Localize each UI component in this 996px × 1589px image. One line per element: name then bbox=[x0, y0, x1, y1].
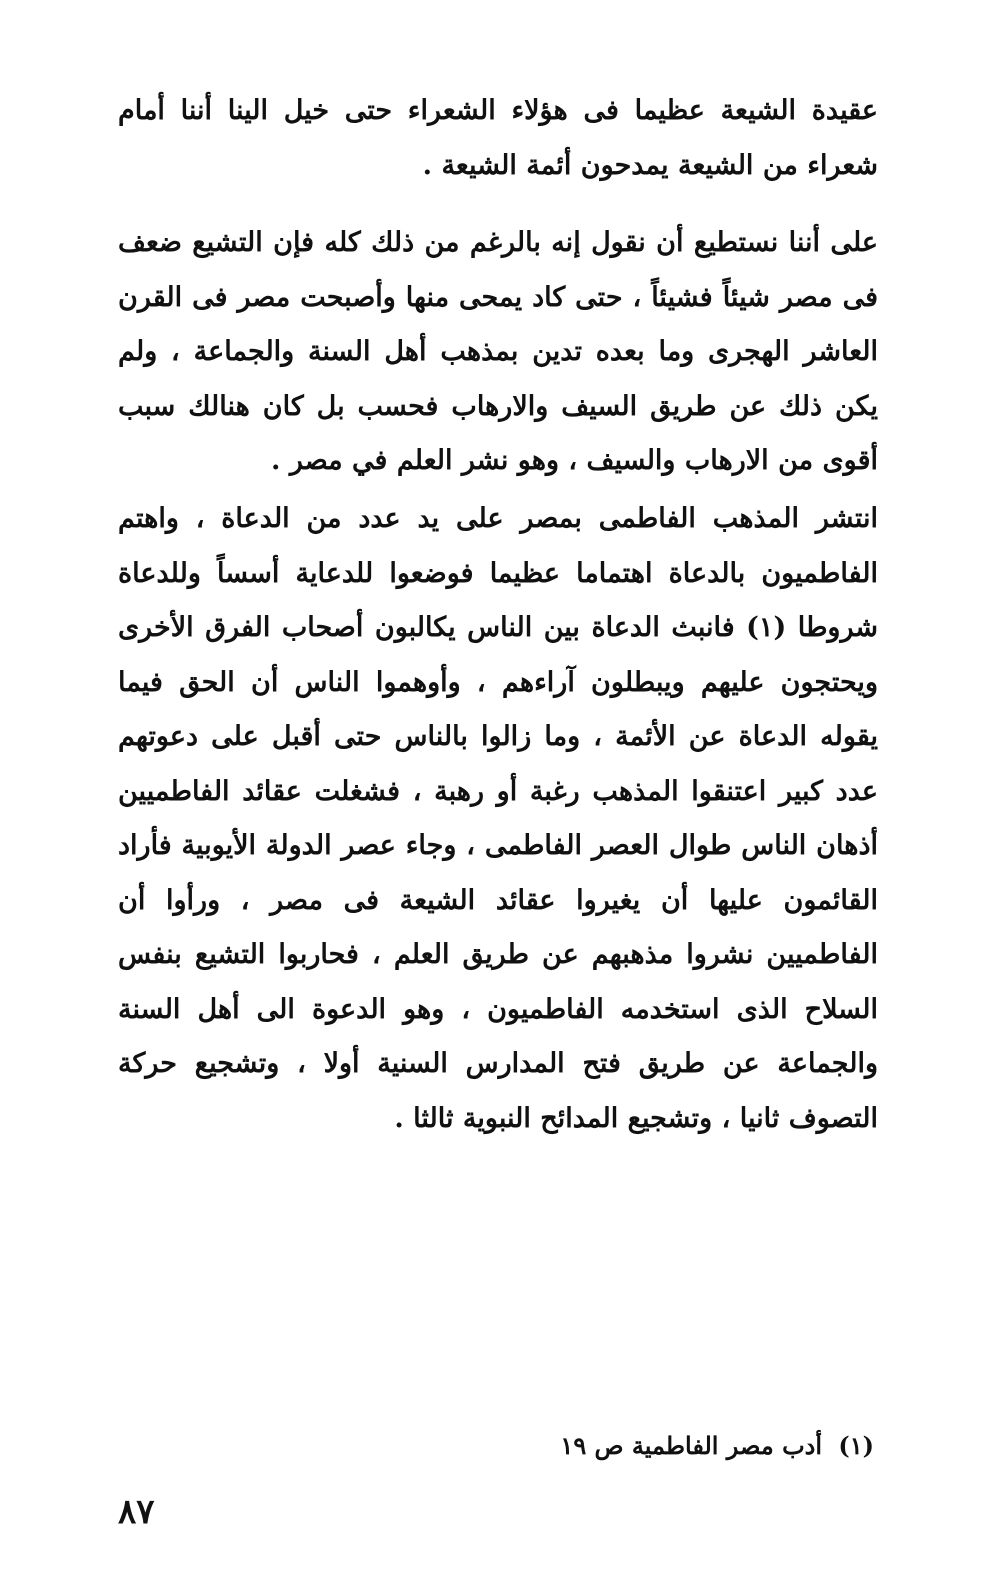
footnote-marker: (١) bbox=[838, 1431, 874, 1460]
page-number: ٨٧ bbox=[118, 1492, 155, 1532]
paragraph-2 bbox=[118, 216, 878, 489]
footnote bbox=[118, 1428, 874, 1464]
paragraph-2-text: على أننا نستطيع أن نقول إنه بالرغم من ذلك كله فإن التشيع ضعف فى مصر شيئاً فشيئاً ، حتى كاد يمحى منها وأصبحت مصر فى القرن العاشر الهجرى وما بعده تدين بمذهب أهل السنة والجماعة ، ولم يكن ذلك عن طريق السيف والارهاب فحسب بل كان هنالك سبب أقوى من الارهاب والسيف ، وهو نشر العلم في مصر . bbox=[118, 227, 878, 476]
paragraph-1 bbox=[118, 84, 878, 193]
paragraph-3-text: انتشر المذهب الفاطمى بمصر على يد عدد من الدعاة ، واهتم الفاطميون بالدعاة اهتماما عظيما فوضعوا للدعاية أسساً وللدعاة شروطا (١) فانبث الدعاة بين الناس يكالبون أصحاب الفرق الأخرى ويحتجون عليهم ويبطلون آراءهم ، وأوهموا الناس أن الحق فيما يقوله الدعاة عن الأئمة ، وما زالوا بالناس حتى أقبل على دعوتهم عدد كبير اعتنقوا المذهب رغبة أو رهبة ، فشغلت عقائد الفاطميين أذهان الناس طوال العصر الفاطمى ، وجاء عصر الدولة الأيوبية فأراد القائمون عليها أن يغيروا عقائد الشيعة فى مصر ، ورأوا أن الفاطميين نشروا مذهبهم عن طريق العلم ، فحاربوا التشيع بنفس السلاح الذى استخدمه الفاطميون ، وهو الدعوة الى أهل السنة والجماعة عن طريق فتح المدارس السنية أولا ، وتشجيع حركة التصوف ثانيا ، وتشجيع المدائح النبوية ثالثا . bbox=[118, 503, 878, 1134]
footnote-text: أدب مصر الفاطمية ص ١٩ bbox=[560, 1431, 823, 1460]
paragraph-3 bbox=[118, 492, 878, 1146]
paragraph-1-text: عقيدة الشيعة عظيما فى هؤلاء الشعراء حتى خيل الينا أننا أمام شعراء من الشيعة يمدحون أئمة الشيعة . bbox=[118, 95, 878, 181]
